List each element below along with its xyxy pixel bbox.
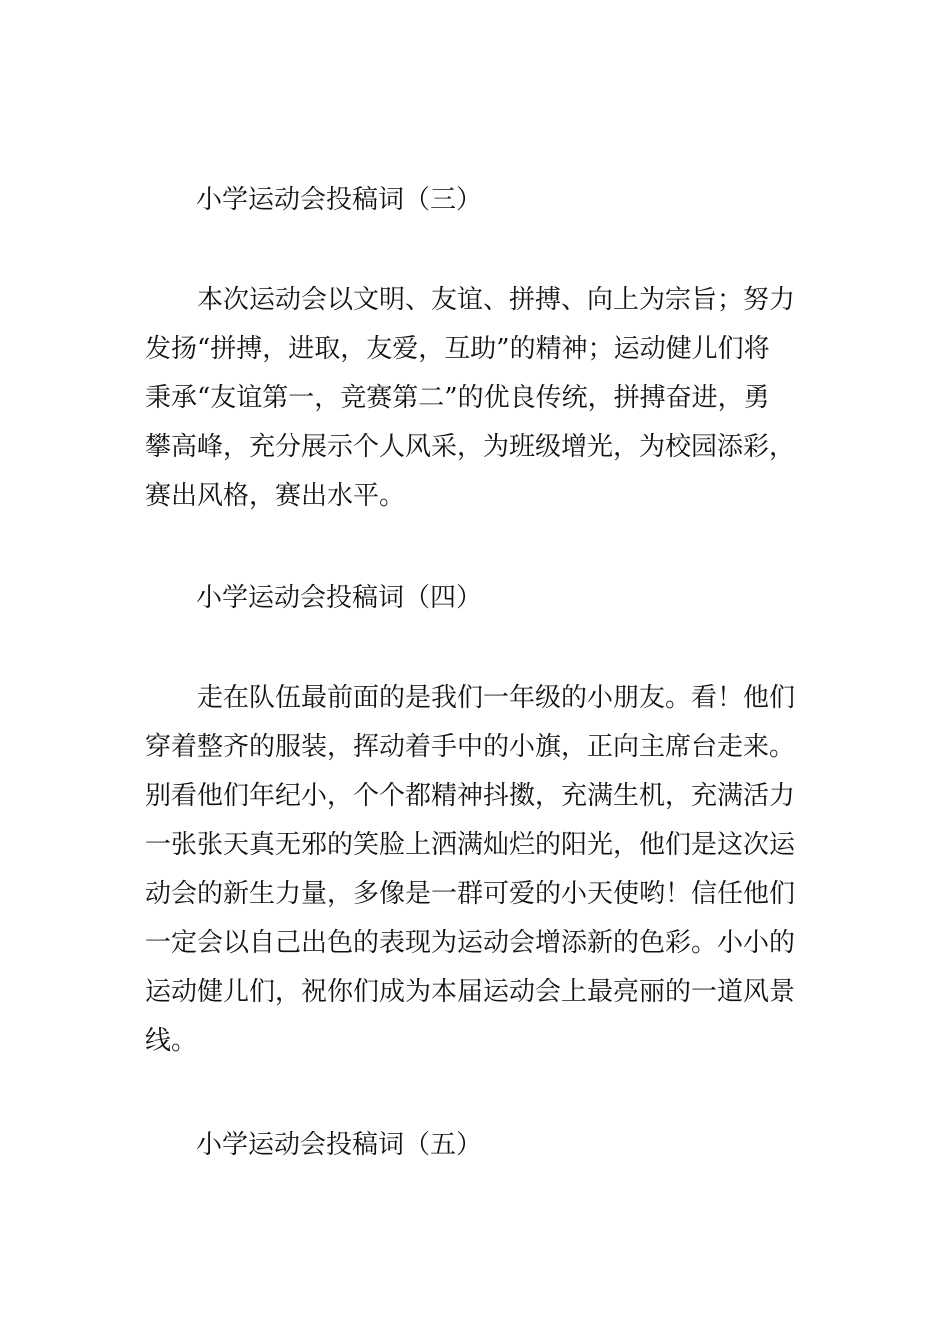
- paragraph-line: 一张张天真无邪的笑脸上洒满灿烂的阳光，他们是这次运: [145, 830, 796, 860]
- paragraph-line: 动会的新生力量，多像是一群可爱的小天使哟！信任他们: [145, 879, 796, 909]
- paragraph-line: 攀高峰，充分展示个人风采，为班级增光，为校园添彩，: [145, 432, 796, 462]
- section-heading-5: 小学运动会投稿词（五）: [196, 1130, 483, 1160]
- section-heading-3: 小学运动会投稿词（三）: [196, 185, 483, 215]
- paragraph-line: 别看他们年纪小，个个都精神抖擞，充满生机，充满活力: [145, 781, 796, 811]
- paragraph-line: 穿着整齐的服装，挥动着手中的小旗，正向主席台走来。: [145, 732, 796, 762]
- paragraph-line: 本次运动会以文明、友谊、拼搏、向上为宗旨；努力: [197, 285, 796, 315]
- paragraph-line: 走在队伍最前面的是我们一年级的小朋友。看！他们: [197, 683, 796, 713]
- paragraph-line: 赛出风格，赛出水平。: [145, 481, 406, 511]
- paragraph-line: 线。: [145, 1026, 198, 1056]
- paragraph-line: 运动健儿们，祝你们成为本届运动会上最亮丽的一道风景: [145, 977, 796, 1007]
- section-heading-4: 小学运动会投稿词（四）: [196, 583, 483, 613]
- section-paragraph-4: [145, 674, 810, 1066]
- paragraph-line: 发扬“拼搏，进取，友爱，互助”的精神；运动健儿们将: [145, 334, 770, 364]
- paragraph-line: 一定会以自己出色的表现为运动会增添新的色彩。小小的: [145, 928, 796, 958]
- section-paragraph-3: [145, 276, 810, 521]
- paragraph-line: 秉承“友谊第一，竞赛第二”的优良传统，拼搏奋进，勇: [145, 383, 770, 413]
